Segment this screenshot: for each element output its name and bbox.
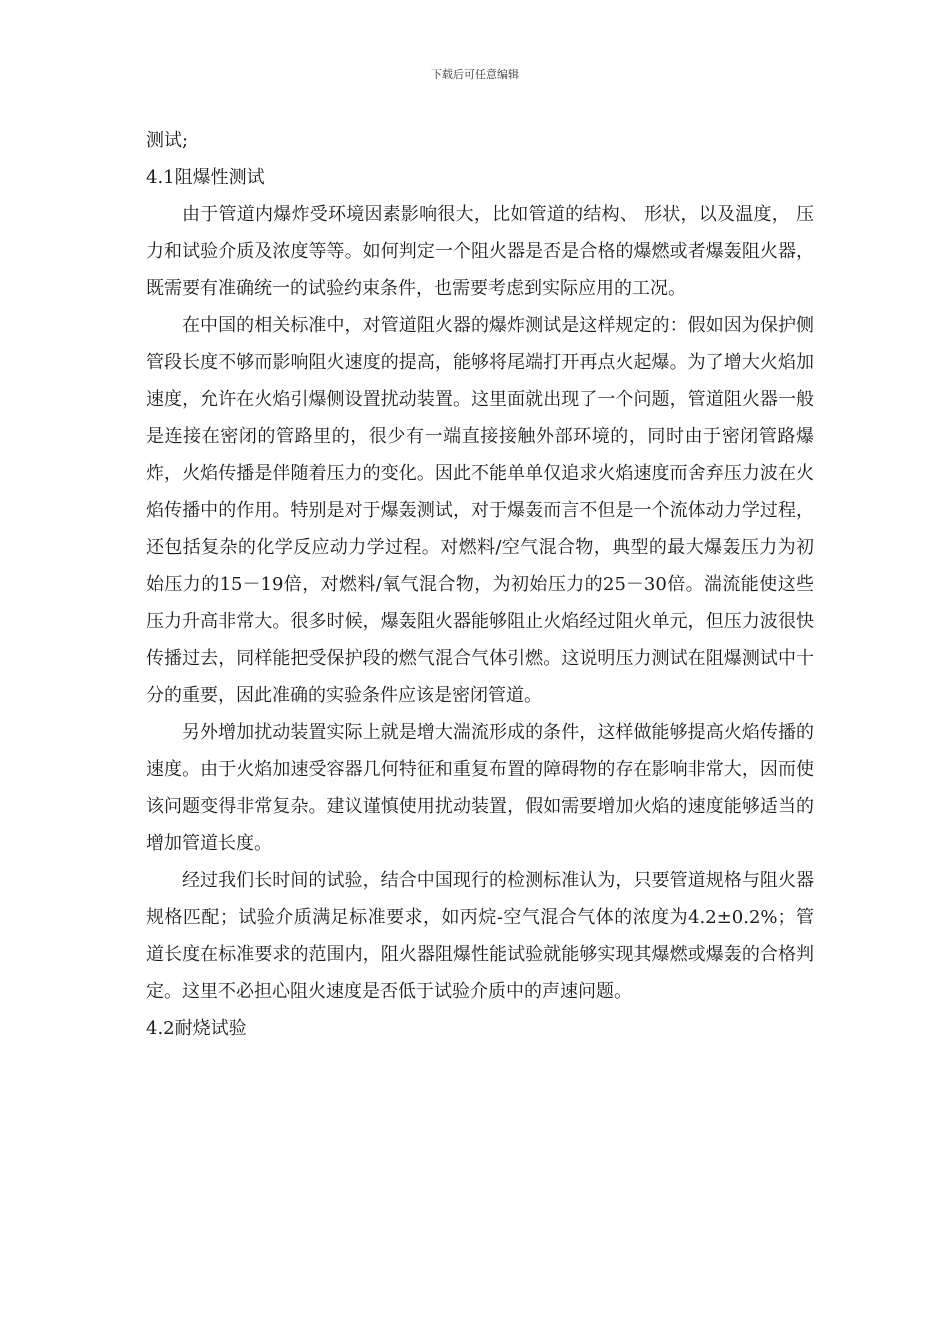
- paragraph-1: 由于管道内爆炸受环境因素影响很大，比如管道的结构、 形状，以及温度， 压力和试验介质及浓度等等。如何判定一个阻火器是否是合格的爆燃或者爆轰阻火器，既需要有准确统一的试验约束条件，也需要考虑到实际应用的工况。: [146, 204, 814, 299]
- document-body: [146, 122, 814, 1047]
- section-heading-4-2: 4.2耐烧试验: [146, 1018, 247, 1039]
- paragraph-4: 经过我们长时间的试验，结合中国现行的检测标准认为，只要管道规格与阻火器规格匹配；试验介质满足标准要求，如丙烷-空气混合气体的浓度为4.2±0.2%；管道长度在标准要求的范围内，阻火器阻爆性能试验就能够实现其爆燃或爆轰的合格判定。这里不必担心阻火速度是否低于试验介质中的声速问题。: [146, 870, 814, 1002]
- section-heading-4-1: 4.1阻爆性测试: [146, 167, 265, 188]
- paragraph-3: 另外增加扰动装置实际上就是增大湍流形成的条件，这样做能够提高火焰传播的速度。由于火焰加速受容器几何特征和重复布置的障碍物的存在影响非常大，因而使该问题变得非常复杂。建议谨慎使用扰动装置，假如需要增加火焰的速度能够适当的增加管道长度。: [146, 722, 814, 854]
- page-header: 下载后可任意编辑: [431, 68, 519, 81]
- intro-line: 测试;: [146, 130, 189, 151]
- paragraph-2: 在中国的相关标准中，对管道阻火器的爆炸测试是这样规定的：假如因为保护侧管段长度不够而影响阻火速度的提高，能够将尾端打开再点火起爆。为了增大火焰加速度，允许在火焰引爆侧设置扰动装置。这里面就出现了一个问题，管道阻火器一般是连接在密闭的管路里的，很少有一端直接接触外部环境的，同时由于密闭管路爆炸，火焰传播是伴随着压力的变化。因此不能单单仅追求火焰速度而舍弃压力波在火焰传播中的作用。特别是对于爆轰测试，对于爆轰而言不但是一个流体动力学过程，还包括复杂的化学反应动力学过程。对燃料/空气混合物，典型的最大爆轰压力为初始压力的15－19倍，对燃料/氧气混合物，为初始压力的25－30倍。湍流能使这些压力升高非常大。很多时候，爆轰阻火器能够阻止火焰经过阻火单元，但压力波很快传播过去，同样能把受保护段的燃气混合气体引燃。这说明压力测试在阻爆测试中十分的重要，因此准确的实验条件应该是密闭管道。: [146, 315, 814, 706]
